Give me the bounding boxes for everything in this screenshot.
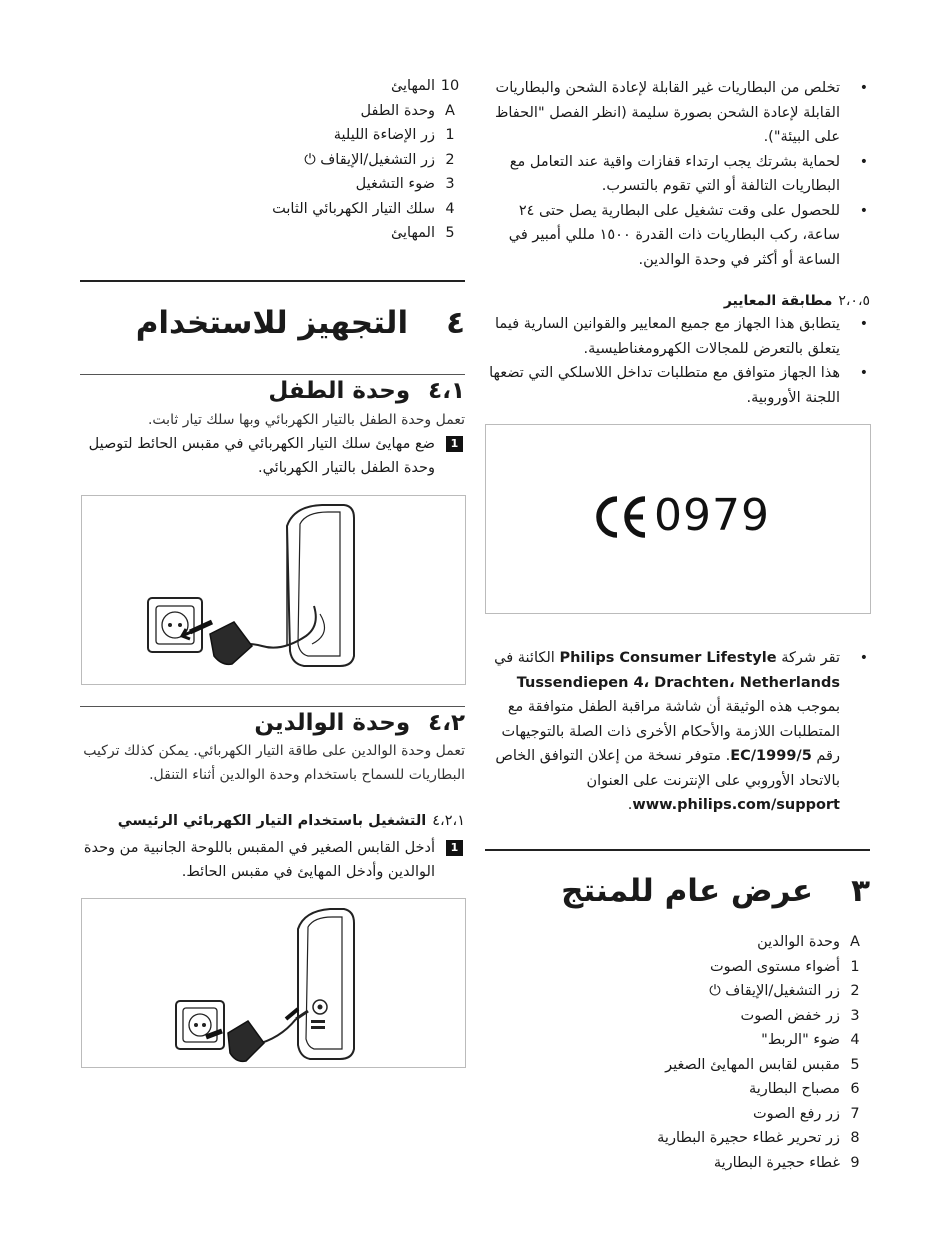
subsection-divider xyxy=(80,706,465,707)
subsection-4-2-1 xyxy=(80,810,465,884)
list-item: 4ضوء "الربط" xyxy=(761,1032,860,1048)
section-divider xyxy=(485,849,870,851)
declaration-text: • تقر شركة Philips Consumer Lifestyle الكائنة في Tussendiepen 4، Drachten، Netherlands بموجب هذه الوثيقة أن شاشة مراقبة الطفل متوافقة مع المتطلبات اللازمة والأحكام الأخرى ذات الصلة بالتوجيهات رقم 1999/5/EC. متوفر نسخة من إعلان التوافق الخاص بالاتحاد الأوروبي على الإنترنت على العنوان www.philips.com/support. xyxy=(494,650,868,813)
list-item: • تخلص من البطاريات غير القابلة لإعادة الشحن والبطاريات القابلة لإعادة الشحن بصورة سليمة (انظر الفصل "الحفاظ على البيئة"). xyxy=(494,80,868,145)
subsection-4-1-body xyxy=(80,408,465,480)
battery-safety-list xyxy=(485,76,870,272)
list-item: Aوحدة الطفل xyxy=(360,102,455,119)
list-item: 1زر الإضاءة الليلية xyxy=(333,127,455,143)
list-item: • لحماية بشرتك يجب ارتداء قفازات واقية عند التعامل مع البطاريات التالفة أو التي تقوم بالتسرب. xyxy=(509,153,868,194)
intro-text: تعمل وحدة الوالدين على طاقة التيار الكهربائي. يمكن كذلك تركيب البطاريات للسماح باستخدام وحدة الوالدين أثناء التنقل. xyxy=(83,743,465,783)
section-4-heading: ٤التجهيز للاستخدام xyxy=(135,305,465,341)
baby-unit-connection-illustration xyxy=(81,495,466,685)
standards-heading: ٢،٠،٥مطابقة المعايير xyxy=(723,293,870,309)
subsection-divider xyxy=(80,374,465,375)
step-text: ضع مهايئ سلك التيار الكهربائي في مقبس الحائط لتوصيل وحدة الطفل بالتيار الكهربائي. xyxy=(88,436,435,476)
list-item: 4سلك التيار الكهربائي الثابت xyxy=(272,200,455,217)
subsection-4-2-1-heading: ٤،٢،١التشغيل باستخدام التيار الكهربائي الرئيسي xyxy=(117,813,465,829)
step-number-box: 1 xyxy=(446,840,463,856)
step-item xyxy=(80,836,465,884)
list-item: Aوحدة الوالدين xyxy=(757,934,860,950)
step-item xyxy=(80,432,465,480)
list-item: 9غطاء حجيرة البطارية xyxy=(713,1154,860,1171)
list-item: • يتطابق هذا الجهاز مع جميع المعايير والقوانين السارية فيما يتعلق بالتعرض للمجالات الكهرومغناطيسية. xyxy=(495,316,868,357)
intro-text: تعمل وحدة الطفل بالتيار الكهربائي وبها سلك تيار ثابت. xyxy=(147,412,465,428)
subsection-4-2-body xyxy=(80,739,465,787)
declaration-of-conformity xyxy=(485,646,870,818)
list-item: 5المهايئ xyxy=(390,225,455,241)
standards-compliance xyxy=(485,290,870,410)
product-parts-list xyxy=(485,930,870,1175)
list-item: 3زر خفض الصوت xyxy=(740,1007,860,1024)
notified-body-number: 0979 xyxy=(654,490,770,541)
list-item: 8زر تحرير غطاء حجيرة البطارية xyxy=(657,1130,860,1146)
list-item: 1أضواء مستوى الصوت xyxy=(710,958,860,975)
plug-illustration-icon xyxy=(82,496,465,684)
list-item: 2زر التشغيل/الإيقاف ⏻ xyxy=(709,983,860,999)
list-item: 10المهايئ xyxy=(390,78,460,94)
parent-unit-connection-illustration xyxy=(81,898,466,1068)
step-text: أدخل القابس الصغير في المقبس باللوحة الجانبية من وحدة الوالدين وأدخل المهايئ في مقبس الحائط. xyxy=(83,840,435,880)
subsection-4-2-heading: ٤،٢وحدة الوالدين xyxy=(254,710,465,736)
list-item: 5مقبس لقابس المهايئ الصغير xyxy=(665,1056,860,1073)
plug-illustration-icon xyxy=(82,899,465,1067)
ce-mark-box xyxy=(485,424,871,614)
list-item: 6مصباح البطارية xyxy=(748,1081,860,1097)
subsection-4-1-heading: ٤،١وحدة الطفل xyxy=(268,378,465,404)
list-item: • هذا الجهاز متوافق مع متطلبات تداخل اللاسلكي التي تضعها اللجنة الأوروبية. xyxy=(489,365,868,406)
list-item: • للحصول على وقت تشغيل على البطارية يصل حتى ٢٤ ساعة، ركب البطاريات ذات القدرة ١٥٠٠ مللي أمبير في الساعة أو أكثر في وحدة الوالدين. xyxy=(508,202,868,268)
section-divider xyxy=(80,280,465,282)
product-parts-list-continued xyxy=(80,74,465,246)
section-3-heading: ٣عرض عام للمنتج xyxy=(561,873,870,909)
list-item: 7زر رفع الصوت xyxy=(752,1105,860,1122)
support-url: www.philips.com/support xyxy=(632,797,840,813)
step-number-box: 1 xyxy=(446,436,463,452)
list-item: 2زر التشغيل/الإيقاف ⏻ xyxy=(304,151,455,168)
list-item: 3ضوء التشغيل xyxy=(355,176,455,192)
ce-logo-icon xyxy=(591,495,651,539)
